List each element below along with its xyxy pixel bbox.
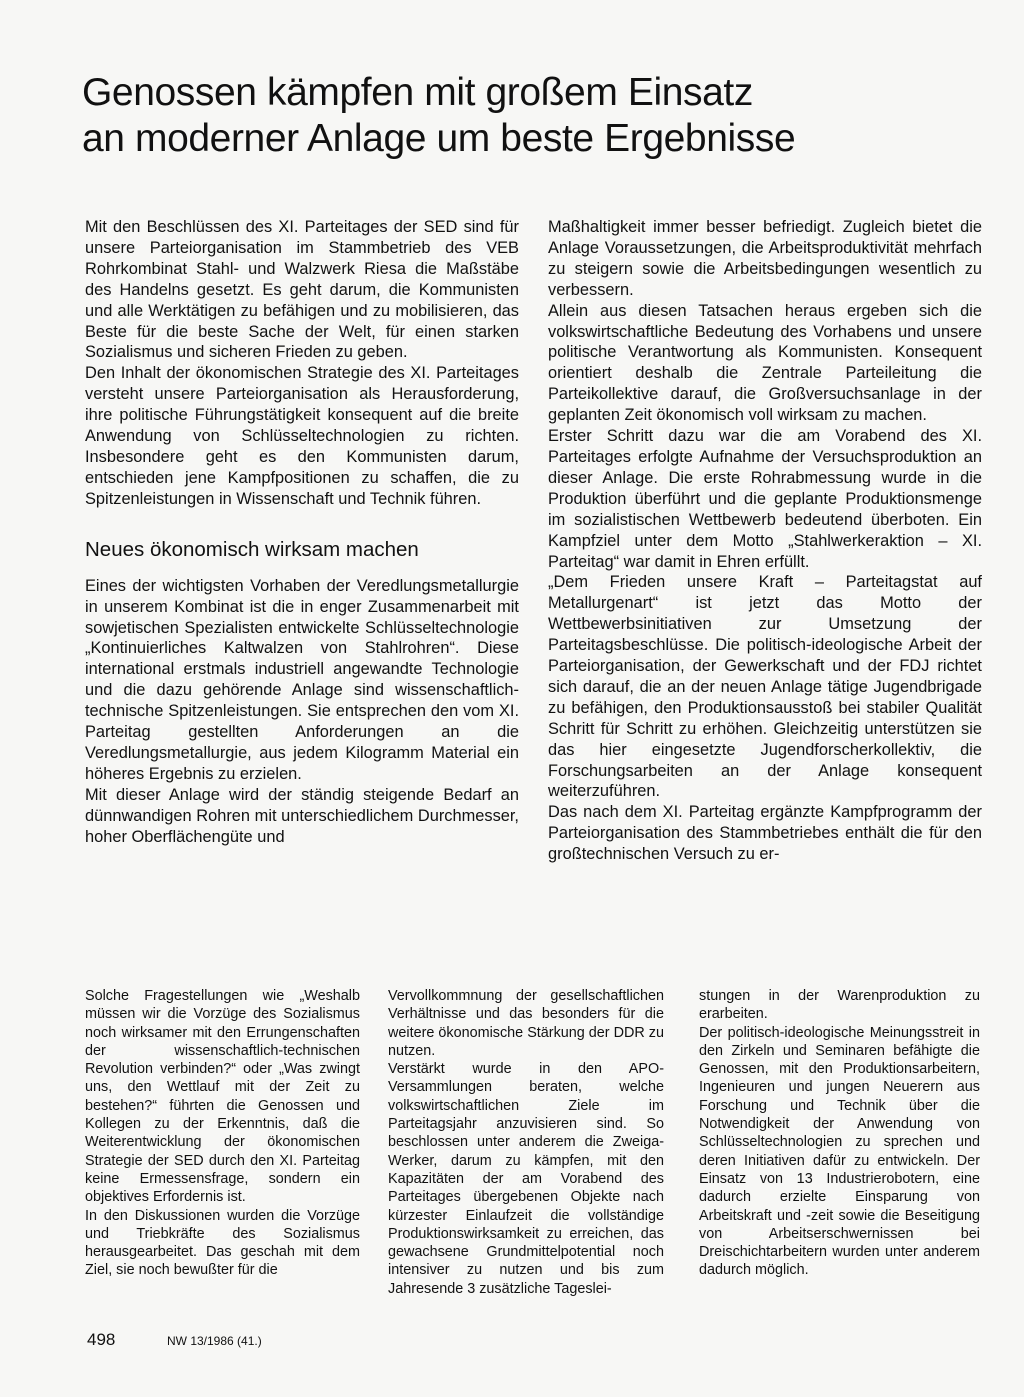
paragraph: Vervollkommnung der gesellschaftlichen Verhältnisse und das besonders für die weitere ökonomische Stärkung der DDR zu nutzen.	[388, 988, 664, 1059]
issue-label: NW 13/1986 (41.)	[167, 1334, 262, 1348]
article-column-1	[85, 217, 519, 847]
paragraph: Mit dieser Anlage wird der ständig steigende Bedarf an dünnwandigen Rohren mit unterschiedlichem Durchmesser, hoher Oberflächengüte und	[85, 785, 519, 846]
paragraph: Das nach dem XI. Parteitag ergänzte Kampfprogramm der Parteiorganisation des Stammbetriebes enthält die für den großtechnischen Versuch zu er-	[548, 803, 982, 864]
paragraph: stungen in der Warenproduktion zu erarbeiten.	[699, 988, 980, 1023]
article-column-2	[548, 217, 982, 865]
title-line-2: an moderner Anlage um beste Ergebnisse	[82, 117, 796, 160]
page-footer	[87, 1330, 262, 1350]
page-number: 498	[87, 1330, 116, 1349]
paragraph: Maßhaltigkeit immer besser befriedigt. Zugleich bietet die Anlage Voraussetzungen, die Arbeitsproduktivität mehrfach zu steigern sowie die Arbeitsbedingungen wesentlich zu verbessern.	[548, 218, 982, 299]
article-title	[82, 70, 962, 162]
subheading: Neues ökonomisch wirksam machen	[85, 537, 419, 561]
paragraph: Eines der wichtigsten Vorhaben der Veredlungsmetallurgie in unserem Kombinat ist die in enger Zusammenarbeit mit sowjetischen Spezialisten entwickelte Schlüsseltechnologie „Kontinuierliches Kaltwalzen von Stahlrohren“. Diese international erstmals industriell angewandte Technologie und die dazu gehörende Anlage sind wissenschaftlich-technische Spitzenleistungen. Sie entsprechen den vom XI. Parteitag gestellten Anforderungen an die Veredlungsmetallurgie, aus jedem Kilogramm Material ein höheres Ergebnis zu erzielen.	[85, 576, 519, 783]
paragraph: „Dem Frieden unsere Kraft – Parteitagstat auf Metallurgenart“ ist jetzt das Motto der Wettbewerbsinitiativen zur Umsetzung der Parteitagsbeschlüsse. Die politisch-ideologische Arbeit der Parteiorganisation, der Gewerkschaft und der FDJ richtet sich darauf, die an der neuen Anlage tätige Jugendbrigade zu befähigen, den Produktionsausstoß bei stabiler Qualität Schritt für Schritt zu erhöhen. Gleichzeitig unterstützen sie das hier eingesetzte Jugendforscherkollektiv, die Forschungsarbeiten an der Anlage konsequent weiterzuführen.	[548, 573, 982, 801]
paragraph: Solche Fragestellungen wie „Weshalb müssen wir die Vorzüge des Sozialismus noch wirksamer mit den Errungenschaften der wissenschaftlich-technischen Revolution verbinden?“ oder „Was zwingt uns, den Wettlauf mit der Zeit zu bestehen?“ führten die Genossen und Kollegen zu der Erkenntnis, daß die Weiterentwicklung der ökonomischen Strategie der SED durch den XI. Parteitag keine Ermessensfrage, sondern ein objektives Erfordernis ist.	[85, 988, 360, 1206]
title-line-1: Genossen kämpfen mit großem Einsatz	[82, 71, 753, 114]
paragraph: Der politisch-ideologische Meinungsstreit in den Zirkeln und Seminaren befähigte die Genossen, mit den Produktionsarbeitern, Ingenieuren und jungen Neuerern aus Forschung und Technik über die Notwendigkeit der Anwendung von Schlüsseltechnologien zu sprechen und deren Initiativen dafür zu entwickeln. Der Einsatz von 13 Industrierobotern, eine dadurch erzielte Einsparung von Arbeitskraft und -zeit sowie die Beseitigung von Arbeitserschwernissen bei Dreischichtarbeitern wurden unter anderem dadurch möglich.	[699, 1024, 980, 1279]
paragraph: Den Inhalt der ökonomischen Strategie des XI. Parteitages versteht unsere Parteiorganisation als Herausforderung, ihre politische Führungstätigkeit konsequent auf die breite Anwendung von Schlüsseltechnologien zu richten. Insbesondere geht es den Kommunisten darum, entschieden jene Kampfpositionen zu schaffen, die zu Spitzenleistungen in Wissenschaft und Technik führen.	[85, 364, 519, 508]
paragraph: Verstärkt wurde in den APO-Versammlungen beraten, welche volkswirtschaftlichen Ziele im Parteitagsjahr anzuvisieren sind. So beschlossen unter anderem die Zweiga-Werker, darum zu kämpfen, mit den Kapazitäten der am Vorabend des Parteitages übergebenen Objekte nach kürzester Einlaufzeit die vollständige Produktionswirksamkeit zu erreichen, das gewachsene Grundmittelpotential noch intensiver zu nutzen und bis zum Jahresende 3 zusätzliche Tageslei-	[388, 1061, 664, 1297]
bottom-column-2	[388, 987, 664, 1298]
paragraph: Erster Schritt dazu war die am Vorabend des XI. Parteitages erfolgte Aufnahme der Versuchsproduktion an dieser Anlage. Die erste Rohrabmessung wurde in die Produktion überführt und die geplante Produktionsmenge im sozialistischen Wettbewerb bedeutend überboten. Ein Kampfziel unter dem Motto „Stahlwerkeraktion – XI. Parteitag“ war damit in Ehren erfüllt.	[548, 427, 982, 571]
bottom-column-3	[699, 987, 980, 1280]
paragraph: Mit den Beschlüssen des XI. Parteitages der SED sind für unsere Parteiorganisation im Stammbetrieb des VEB Rohrkombinat Stahl- und Walzwerk Riesa die Maßstäbe des Handelns gesetzt. Es geht darum, die Kommunisten und alle Werktätigen zu befähigen und zu mobilisieren, das Beste für die beste Sache der Welt, für einen starken Sozialismus und sicheren Frieden zu geben.	[85, 218, 519, 362]
paragraph: In den Diskussionen wurden die Vorzüge und Triebkräfte des Sozialismus herausgearbeitet. Das geschah mit dem Ziel, sie noch bewußter für die	[85, 1207, 360, 1279]
bottom-column-1	[85, 987, 360, 1280]
paragraph: Allein aus diesen Tatsachen heraus ergeben sich die volkswirtschaftliche Bedeutung des Vorhabens und unsere politische Verantwortung als Kommunisten. Konsequent orientiert deshalb die Zentrale Parteileitung die Parteikollektive darauf, die Großversuchsanlage in der geplanten Zeit ökonomisch voll wirksam zu machen.	[548, 301, 982, 425]
